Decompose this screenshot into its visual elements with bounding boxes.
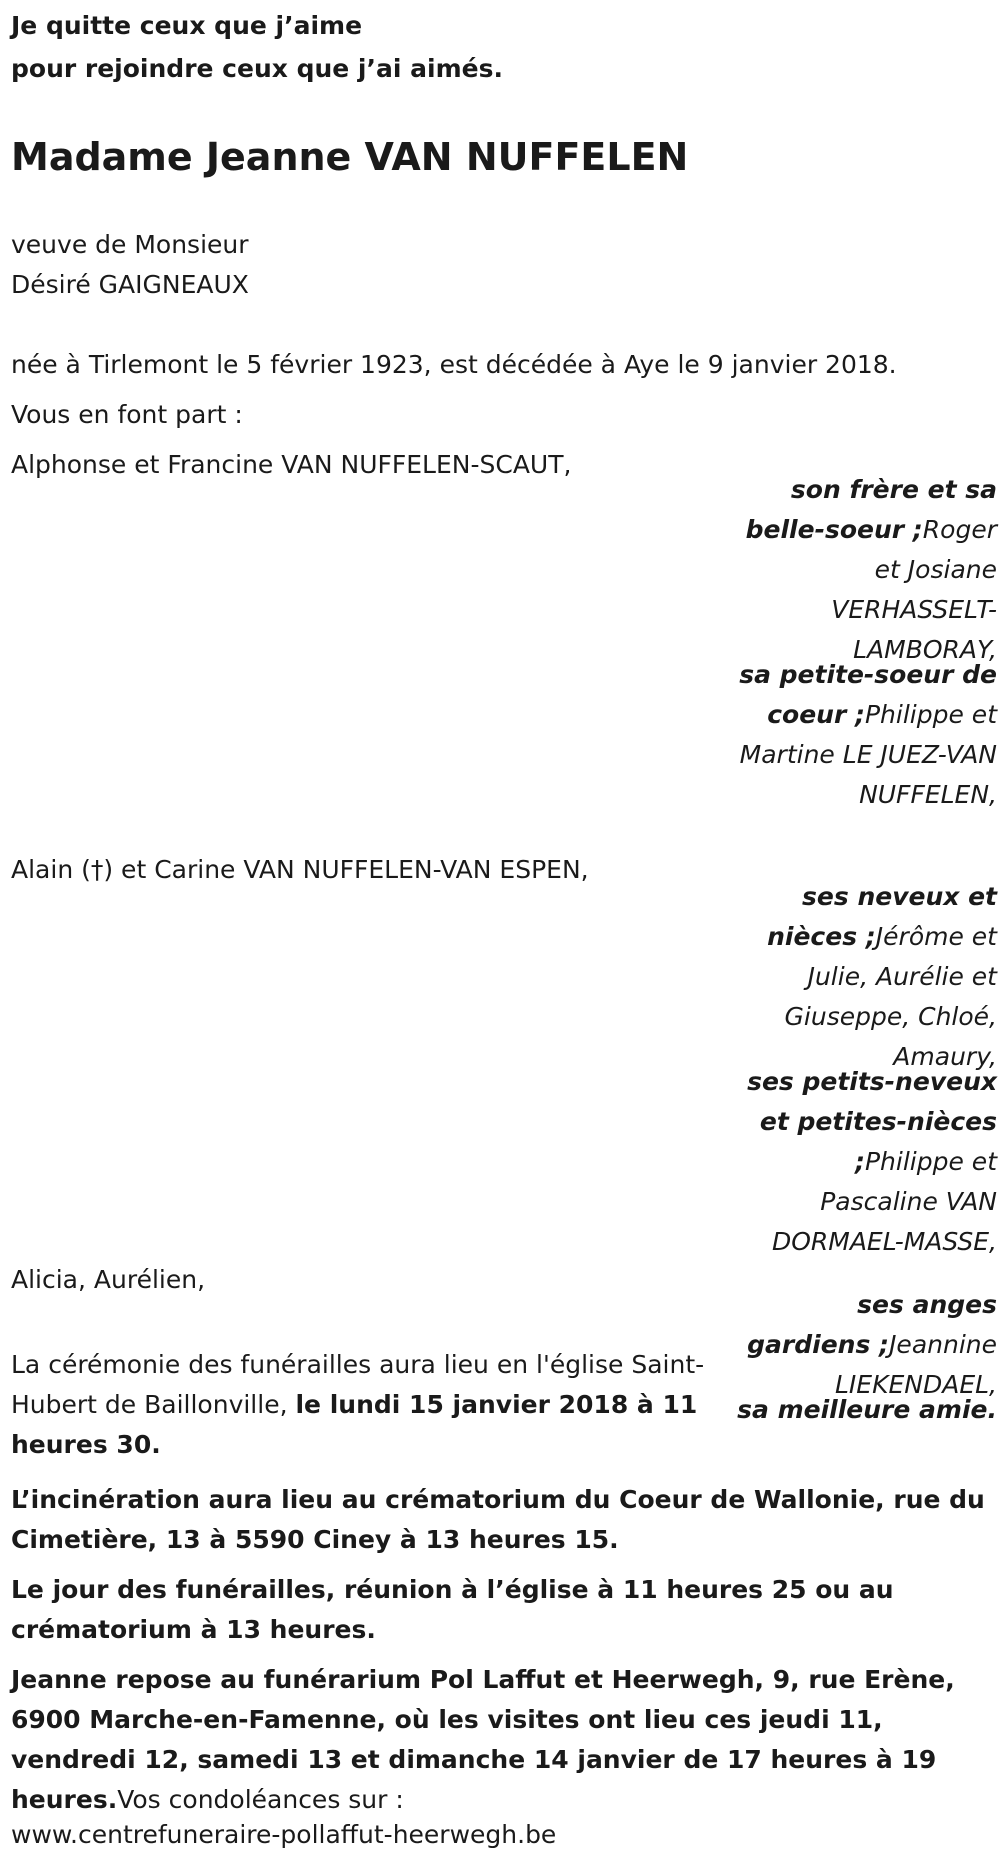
family-left-1: Alphonse et Francine VAN NUFFELEN-SCAUT, xyxy=(11,450,572,479)
spouse-line-2: Désiré GAIGNEAUX xyxy=(11,270,249,299)
epitaph-line-2: pour rejoindre ceux que j’ai aimés. xyxy=(11,54,503,83)
spouse-line-1: veuve de Monsieur xyxy=(11,230,249,259)
ceremony-when: le lundi 15 janvier 2018 à 11 heures 30. xyxy=(11,1390,698,1459)
relation-label: ses neveux et nièces ; xyxy=(767,882,997,951)
cremation-info: L’incinération aura lieu au crématorium du Coeur de Wallonie, rue du Cimetière, 13 à 5590 Ciney à 13 heures 15. xyxy=(11,1485,985,1554)
family-right-entry xyxy=(737,470,997,670)
website-link[interactable]: www.centrefuneraire-pollaffut-heerwegh.be xyxy=(11,1820,557,1849)
visit-text: Jeanne repose au funérarium Pol Laffut et Heerwegh, 9, rue Erène, 6900 Marche-en-Famenne, où les visites ont lieu ces jeudi 11, vendredi 12, samedi 13 et dimanche 14 janvier de 17 heures à 19 heures. xyxy=(11,1665,955,1814)
family-right-entry xyxy=(737,655,997,815)
birth-death: née à Tirlemont le 5 février 1923, est décédée à Aye le 9 janvier 2018. xyxy=(11,350,897,379)
announcement: Vous en font part : xyxy=(11,400,243,429)
relation-names: Philippe et Pascaline VAN DORMAEL-MASSE, xyxy=(771,1147,997,1256)
family-right-entry xyxy=(737,877,997,1077)
relation-names: Jeannine LIEKENDAEL, xyxy=(834,1330,997,1399)
relation-names: Philippe et Martine LE JUEZ-VAN NUFFELEN, xyxy=(739,700,997,809)
family-left-3: Alicia, Aurélien, xyxy=(11,1265,206,1294)
ceremony-text xyxy=(11,1345,751,1465)
condolences-text: Vos condoléances sur : xyxy=(117,1785,404,1814)
epitaph-line-1: Je quitte ceux que j’aime xyxy=(11,11,363,40)
family-right-entry xyxy=(737,1390,997,1430)
family-left-2: Alain (†) et Carine VAN NUFFELEN-VAN ESPEN, xyxy=(11,855,589,884)
family-right-entry xyxy=(737,1062,997,1262)
family-right-entry xyxy=(737,1285,997,1405)
relation-label: son frère et sa belle-soeur ; xyxy=(745,475,997,544)
relation-label: sa meilleure amie. xyxy=(737,1395,997,1424)
relation-label: sa petite-soeur de coeur ; xyxy=(739,660,997,729)
ceremony-place: La cérémonie des funérailles aura lieu en l'église Saint-Hubert de Baillonville, xyxy=(11,1350,705,1419)
visit-info xyxy=(11,1660,996,1820)
relation-names: Roger et Josiane VERHASSELT-LAMBORAY, xyxy=(831,515,997,664)
deceased-name: Madame Jeanne VAN NUFFELEN xyxy=(11,135,689,179)
relation-names: Jérôme et Julie, Aurélie et Giuseppe, Chloé, Amaury, xyxy=(784,922,997,1071)
meeting-info: Le jour des funérailles, réunion à l’église à 11 heures 25 ou au crématorium à 13 heures. xyxy=(11,1575,894,1644)
relation-label: ses anges gardiens ; xyxy=(747,1290,997,1359)
relation-label: ses petits-neveux et petites-nièces ; xyxy=(747,1067,997,1176)
